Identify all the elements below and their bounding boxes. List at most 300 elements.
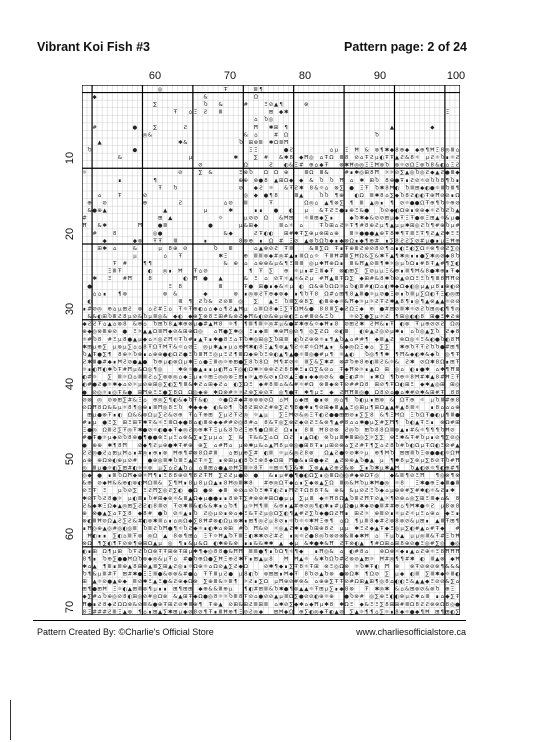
pattern-symbol: #: [359, 336, 364, 343]
pattern-symbol: ⊕: [178, 473, 183, 480]
pattern-symbol: #: [263, 495, 269, 502]
pattern-symbol: ▲: [329, 276, 334, 283]
pattern-symbol: ◐: [419, 192, 425, 199]
pattern-symbol: &: [404, 351, 410, 358]
pattern-symbol: 8: [385, 185, 389, 192]
pattern-symbol: ◎: [238, 367, 244, 374]
pattern-symbol: ¶: [113, 442, 117, 449]
pattern-symbol: ¶: [405, 298, 409, 305]
pattern-symbol: ∑: [102, 351, 107, 358]
pattern-symbol: #: [137, 518, 143, 525]
pattern-symbol: ⌂: [228, 367, 233, 374]
pattern-symbol: ∎: [223, 510, 228, 517]
pattern-symbol: Ω: [153, 329, 158, 336]
pattern-symbol: ⊘: [314, 314, 319, 321]
pattern-symbol: Ξ: [213, 374, 218, 381]
pattern-symbol: Ŧ: [239, 336, 243, 343]
pattern-symbol: &: [132, 601, 138, 608]
pattern-symbol: ∑: [375, 442, 379, 449]
pattern-symbol: Ⴆ: [359, 563, 364, 570]
pattern-symbol: ∎: [385, 238, 389, 245]
pattern-symbol: ◆: [430, 351, 435, 358]
pattern-symbol: ●: [298, 442, 304, 449]
pattern-symbol: Ξ: [319, 518, 324, 525]
pattern-symbol: ⌂: [193, 420, 198, 427]
pattern-symbol: Ⴆ: [233, 427, 238, 434]
pattern-symbol: ⌂: [420, 594, 424, 601]
pattern-symbol: ✱: [97, 503, 102, 510]
pattern-symbol: Ƨ: [339, 465, 344, 472]
pattern-symbol: ✱: [273, 329, 279, 336]
pattern-symbol: ∑: [304, 230, 309, 237]
pattern-symbol: µ: [390, 215, 394, 222]
pattern-symbol: ∎: [244, 291, 248, 298]
pattern-symbol: ✱: [228, 208, 233, 215]
pattern-symbol: ⊗: [243, 238, 249, 245]
pattern-symbol: ✱: [424, 374, 430, 381]
pattern-symbol: ●: [379, 480, 385, 487]
pattern-symbol: ✱: [379, 185, 385, 192]
pattern-symbol: Ƨ: [304, 336, 308, 343]
pattern-symbol: #: [102, 359, 107, 366]
pattern-symbol: ◎: [394, 261, 400, 268]
pattern-symbol: #: [329, 359, 334, 366]
pattern-symbol: ∎: [92, 601, 97, 608]
pattern-symbol: ●: [193, 367, 198, 374]
pattern-symbol: Ⴆ: [450, 533, 455, 540]
pattern-symbol: ◆: [183, 579, 188, 586]
pattern-symbol: #: [404, 488, 410, 495]
pattern-symbol: &: [183, 139, 188, 146]
pattern-symbol: ▲: [430, 374, 435, 381]
pattern-symbol: ◐: [283, 162, 289, 169]
pattern-symbol: ⊗: [263, 253, 269, 260]
pattern-symbol: 8: [440, 276, 445, 283]
pattern-symbol: &: [87, 314, 92, 321]
pattern-symbol: ⌂: [400, 389, 404, 396]
pattern-symbol: ⊕: [107, 556, 112, 563]
pattern-symbol: 8: [168, 404, 172, 411]
pattern-symbol: µ: [203, 208, 208, 215]
pattern-symbol: Ⅲ: [117, 563, 122, 570]
pattern-symbol: Ŧ: [188, 594, 193, 601]
pattern-symbol: ▲: [319, 465, 324, 472]
pattern-symbol: Ξ: [365, 162, 369, 169]
pattern-symbol: Ⅲ: [269, 427, 273, 434]
pattern-symbol: ¶: [370, 442, 374, 449]
pattern-symbol: ∑: [193, 435, 198, 442]
pattern-symbol: ☼: [117, 495, 123, 502]
pattern-symbol: ⊗: [228, 510, 233, 517]
pattern-symbol: ⊘: [243, 473, 249, 480]
pattern-symbol: ¶: [284, 548, 288, 555]
pattern-symbol: ◎: [223, 374, 228, 381]
pattern-symbol: ◐: [248, 571, 254, 578]
pattern-symbol: ⊕: [389, 177, 395, 184]
pattern-symbol: Ħ: [359, 261, 365, 268]
pattern-symbol: #: [435, 389, 440, 396]
pattern-symbol: ▲: [425, 329, 430, 336]
pattern-symbol: #: [440, 261, 445, 268]
pattern-symbol: ⊕: [339, 192, 344, 199]
pattern-symbol: Ƨ: [375, 223, 379, 230]
pattern-symbol: ¶: [279, 102, 283, 109]
pattern-symbol: ⊘: [92, 389, 97, 396]
pattern-symbol: ▲: [324, 344, 329, 351]
pattern-symbol: ⊘: [369, 503, 375, 510]
pattern-symbol: ⊗: [188, 321, 193, 328]
pattern-symbol: Ħ: [223, 609, 229, 615]
pattern-symbol: ⊘: [384, 510, 390, 517]
pattern-symbol: ∎: [294, 427, 298, 434]
pattern-symbol: &: [253, 314, 258, 321]
pattern-symbol: ▲: [273, 594, 279, 601]
pattern-symbol: µ: [234, 457, 238, 464]
pattern-symbol: Ħ: [349, 367, 355, 374]
pattern-symbol: Ħ: [162, 344, 168, 351]
pattern-symbol: ◎: [213, 351, 218, 358]
pattern-symbol: ▲: [435, 170, 440, 177]
pattern-symbol: 8: [188, 480, 193, 487]
pattern-symbol: ⊘: [440, 253, 445, 260]
pattern-symbol: Ŧ: [158, 185, 162, 192]
pattern-symbol: #: [339, 420, 344, 427]
pattern-symbol: ⊞: [430, 314, 435, 321]
pattern-symbol: &: [394, 359, 400, 366]
pattern-symbol: ⊘: [374, 215, 380, 222]
pattern-symbol: ●: [429, 185, 435, 192]
pattern-symbol: #: [344, 170, 349, 177]
pattern-symbol: Ξ: [289, 238, 293, 245]
pattern-symbol: #: [455, 223, 460, 230]
pattern-symbol: Ω: [339, 495, 344, 502]
pattern-symbol: ⊘: [349, 412, 354, 419]
pattern-symbol: ∑: [112, 420, 117, 427]
pattern-symbol: ⊞: [152, 382, 158, 389]
pattern-symbol: Ξ: [158, 389, 162, 396]
pattern-symbol: Ⅲ: [218, 283, 223, 290]
pattern-symbol: Ⅲ: [334, 404, 339, 411]
pattern-symbol: 8: [228, 427, 233, 434]
pattern-symbol: 8: [193, 473, 198, 480]
pattern-symbol: ✱: [424, 367, 430, 374]
pattern-symbol: Ⴆ: [324, 283, 329, 290]
pattern-symbol: Ⴆ: [163, 510, 168, 517]
pattern-symbol: ⊕: [193, 601, 198, 608]
pattern-symbol: #: [147, 594, 153, 601]
pattern-symbol: ⌂: [113, 245, 117, 252]
pattern-symbol: ¶: [108, 351, 112, 358]
pattern-symbol: ☼: [369, 298, 375, 305]
pattern-symbol: ◆: [142, 336, 148, 343]
pattern-symbol: Ƨ: [319, 329, 324, 336]
pattern-symbol: ⌂: [365, 548, 369, 555]
pattern-symbol: ∑: [289, 563, 293, 570]
pattern-symbol: Ŧ: [158, 238, 162, 245]
pattern-symbol: ∑: [289, 601, 293, 608]
pattern-symbol: ●: [152, 435, 158, 442]
pattern-symbol: ✱: [82, 563, 87, 570]
pattern-symbol: ∑: [203, 442, 208, 449]
pattern-symbol: Ƨ: [344, 427, 349, 434]
pattern-symbol: Ω: [279, 374, 284, 381]
pattern-symbol: ⊗: [162, 291, 168, 298]
pattern-symbol: Ξ: [344, 147, 349, 154]
pattern-symbol: ⊘: [137, 442, 143, 449]
pattern-symbol: µ: [314, 389, 319, 396]
pattern-symbol: ☼: [444, 571, 450, 578]
pattern-symbol: Ξ: [153, 389, 157, 396]
store-website[interactable]: www.charliesofficialstore.ca: [356, 627, 466, 637]
pattern-symbol: #: [399, 601, 405, 608]
pattern-symbol: ✱: [399, 435, 405, 442]
pattern-symbol: ▲: [147, 563, 153, 570]
pattern-symbol: Ξ: [108, 276, 112, 283]
pattern-symbol: ◐: [414, 314, 420, 321]
pattern-symbol: Ⅲ: [92, 518, 97, 525]
pattern-symbol: ✱: [298, 321, 304, 328]
pattern-symbol: #: [419, 261, 425, 268]
pattern-symbol: Ω: [193, 329, 198, 336]
pattern-symbol: Ŧ: [244, 594, 248, 601]
pattern-symbol: ▲: [354, 291, 359, 298]
pattern-symbol: Ξ: [208, 351, 213, 358]
pattern-symbol: ◐: [177, 314, 183, 321]
pattern-symbol: ⊞: [258, 283, 264, 290]
pattern-symbol: ◎: [278, 420, 284, 427]
pattern-symbol: ◎: [82, 473, 87, 480]
pattern-symbol: Ⅲ: [410, 450, 414, 457]
pattern-symbol: 8: [118, 442, 122, 449]
pattern-symbol: ◆: [445, 253, 450, 260]
pattern-symbol: ⌂: [234, 510, 238, 517]
pattern-symbol: ✱: [409, 359, 415, 366]
pattern-symbol: ⊘: [228, 601, 233, 608]
pattern-symbol: ⊞: [329, 223, 334, 230]
pattern-symbol: Ŧ: [314, 442, 319, 449]
pattern-symbol: ⊗: [409, 563, 415, 570]
pattern-symbol: ◆: [289, 177, 294, 184]
pattern-symbol: Ħ: [449, 548, 455, 555]
pattern-symbol: ⊗: [253, 495, 259, 502]
pattern-symbol: Ƨ: [279, 367, 283, 374]
pattern-symbol: ∑: [163, 382, 167, 389]
pattern-symbol: 8: [309, 185, 314, 192]
pattern-symbol: ∑: [213, 556, 218, 563]
pattern-symbol: 8: [168, 473, 172, 480]
pattern-symbol: ☼: [107, 382, 113, 389]
pattern-symbol: ⊘: [455, 200, 460, 207]
pattern-symbol: ⊘: [102, 518, 107, 525]
pattern-symbol: Ⅲ: [390, 427, 394, 434]
pattern-symbol: ●: [117, 556, 123, 563]
pattern-symbol: µ: [314, 230, 319, 237]
pattern-symbol: &: [203, 94, 208, 101]
pattern-symbol: Ⴆ: [314, 238, 319, 245]
pattern-symbol: ⊕: [228, 609, 233, 615]
pattern-symbol: ⊕: [172, 245, 178, 252]
pattern-symbol: ◐: [127, 594, 133, 601]
pattern-symbol: Ŧ: [455, 374, 460, 381]
pattern-symbol: ●: [218, 465, 223, 472]
pattern-symbol: Ħ: [384, 563, 390, 570]
pattern-symbol: &: [299, 457, 304, 464]
pattern-symbol: ●: [167, 526, 173, 533]
pattern-symbol: Ⴆ: [248, 170, 253, 177]
pattern-symbol: ∑: [450, 261, 455, 268]
pattern-symbol: &: [284, 185, 289, 192]
pattern-symbol: ⊞: [399, 314, 405, 321]
pattern-symbol: Ƨ: [234, 556, 238, 563]
pattern-symbol: Ⅲ: [364, 518, 369, 525]
pattern-symbol: ◆: [339, 586, 344, 593]
pattern-symbol: µ: [360, 518, 364, 525]
pattern-symbol: 8: [430, 162, 434, 169]
pattern-symbol: ∎: [390, 510, 394, 517]
pattern-symbol: Ω: [188, 389, 193, 396]
pattern-symbol: Ω: [127, 412, 132, 419]
pattern-symbol: ⊗: [394, 291, 400, 298]
pattern-symbol: #: [87, 306, 92, 313]
pattern-symbol: ∑: [415, 245, 419, 252]
pattern-symbol: ⊗: [354, 594, 359, 601]
pattern-symbol: ∑: [107, 510, 112, 517]
pattern-symbol: ◐: [167, 359, 173, 366]
pattern-symbol: ●: [208, 223, 213, 230]
pattern-symbol: ●: [429, 412, 435, 419]
pattern-symbol: Ƨ: [375, 329, 379, 336]
pattern-symbol: ▲: [147, 329, 153, 336]
pattern-symbol: Ŧ: [415, 563, 419, 570]
pattern-symbol: ☼: [253, 412, 259, 419]
pattern-symbol: ⊘: [394, 306, 400, 313]
pattern-symbol: Ƨ: [244, 389, 248, 396]
pattern-symbol: ▲: [273, 177, 279, 184]
pattern-symbol: Ħ: [318, 548, 324, 555]
pattern-symbol: ⊞: [157, 321, 163, 328]
pattern-symbol: &: [314, 556, 319, 563]
pattern-symbol: Ω: [208, 480, 213, 487]
pattern-symbol: Ω: [117, 601, 122, 608]
pattern-symbol: ●: [263, 192, 269, 199]
pattern-symbol: #: [414, 526, 420, 533]
pattern-symbol: &: [329, 374, 334, 381]
pattern-symbol: Ħ: [384, 450, 390, 457]
pattern-symbol: Ξ: [440, 291, 445, 298]
pattern-symbol: ¶: [370, 609, 374, 615]
pattern-symbol: Ŧ: [329, 268, 334, 275]
pattern-symbol: µ: [193, 480, 198, 487]
pattern-symbol: ⊗: [309, 238, 314, 245]
pattern-symbol: Ξ: [405, 245, 409, 252]
pattern-symbol: ⊘: [117, 435, 123, 442]
pattern-symbol: ¶: [87, 571, 92, 578]
pattern-symbol: ◎: [455, 306, 460, 313]
pattern-symbol: Ⴆ: [339, 336, 344, 343]
pattern-symbol: Ŧ: [435, 533, 439, 540]
pattern-symbol: ▲: [127, 563, 132, 570]
pattern-symbol: ∑: [375, 594, 379, 601]
pattern-symbol: ¶: [344, 397, 349, 404]
pattern-symbol: ●: [223, 548, 228, 555]
pattern-symbol: ▲: [334, 420, 339, 427]
pattern-symbol: ◎: [263, 336, 269, 343]
pattern-symbol: ☼: [122, 374, 128, 381]
pattern-symbol: ∎: [274, 374, 278, 381]
pattern-symbol: ⊕: [379, 230, 385, 237]
pattern-symbol: Ƨ: [82, 450, 87, 457]
pattern-symbol: ¶: [410, 268, 414, 275]
pattern-symbol: Ω: [304, 488, 309, 495]
pattern-symbol: Ω: [359, 192, 364, 199]
pattern-symbol: ⌂: [400, 367, 404, 374]
pattern-symbol: Ⴆ: [299, 336, 304, 343]
pattern-symbol: Ŧ: [425, 412, 429, 419]
pattern-symbol: &: [394, 473, 400, 480]
pattern-symbol: ⊕: [329, 298, 334, 305]
pattern-symbol: ⊘: [409, 473, 415, 480]
pattern-symbol: ☼: [404, 374, 410, 381]
pattern-symbol: Ħ: [313, 601, 319, 608]
pattern-symbol: ∑: [123, 518, 127, 525]
pattern-symbol: ∎: [108, 389, 112, 396]
pattern-symbol: 8: [370, 412, 374, 419]
pattern-symbol: ∑: [117, 465, 122, 472]
pattern-symbol: Ƨ: [304, 276, 308, 283]
pattern-symbol: ⊕: [198, 563, 203, 570]
pattern-symbol: Ⴆ: [435, 177, 440, 184]
pattern-symbol: ∑: [228, 563, 233, 570]
pattern-symbol: µ: [92, 412, 97, 419]
pattern-symbol: #: [414, 488, 420, 495]
pattern-symbol: ⌂: [329, 367, 334, 374]
pattern-symbol: ◆: [112, 435, 117, 442]
pattern-symbol: ◆: [415, 147, 420, 154]
pattern-symbol: ◎: [157, 457, 163, 464]
pattern-symbol: Ƨ: [304, 510, 308, 517]
pattern-symbol: ¶: [244, 321, 248, 328]
pattern-symbol: &: [208, 170, 213, 177]
pattern-symbol: Ƨ: [294, 344, 298, 351]
pattern-symbol: ∎: [400, 291, 404, 298]
pattern-symbol: ⌂: [97, 291, 102, 298]
pattern-symbol: &: [364, 601, 369, 608]
pattern-symbol: µ: [334, 435, 339, 442]
pattern-symbol: Ƨ: [329, 526, 334, 533]
pattern-symbol: ◎: [445, 351, 450, 358]
pattern-symbol: ◆: [193, 526, 198, 533]
pattern-symbol: ◐: [349, 351, 354, 358]
pattern-symbol: Ŧ: [284, 480, 288, 487]
pattern-symbol: ◆: [359, 306, 364, 313]
pattern-symbol: Ω: [349, 238, 354, 245]
pattern-symbol: Ξ: [360, 185, 364, 192]
pattern-symbol: ☼: [308, 586, 314, 593]
pattern-symbol: ¶: [420, 609, 424, 615]
pattern-symbol: Ξ: [354, 306, 359, 313]
pattern-symbol: ◆: [213, 306, 218, 313]
pattern-symbol: Ħ: [419, 473, 425, 480]
pattern-symbol: ∎: [450, 192, 455, 199]
pattern-symbol: ⌂: [274, 601, 278, 608]
pattern-symbol: &: [410, 579, 415, 586]
pattern-symbol: µ: [405, 457, 409, 464]
pattern-symbol: 8: [289, 367, 293, 374]
pattern-symbol: Ξ: [294, 314, 298, 321]
pattern-symbol: Ξ: [188, 374, 193, 381]
pattern-symbol: ✱: [283, 155, 289, 162]
pattern-symbol: µ: [148, 314, 152, 321]
